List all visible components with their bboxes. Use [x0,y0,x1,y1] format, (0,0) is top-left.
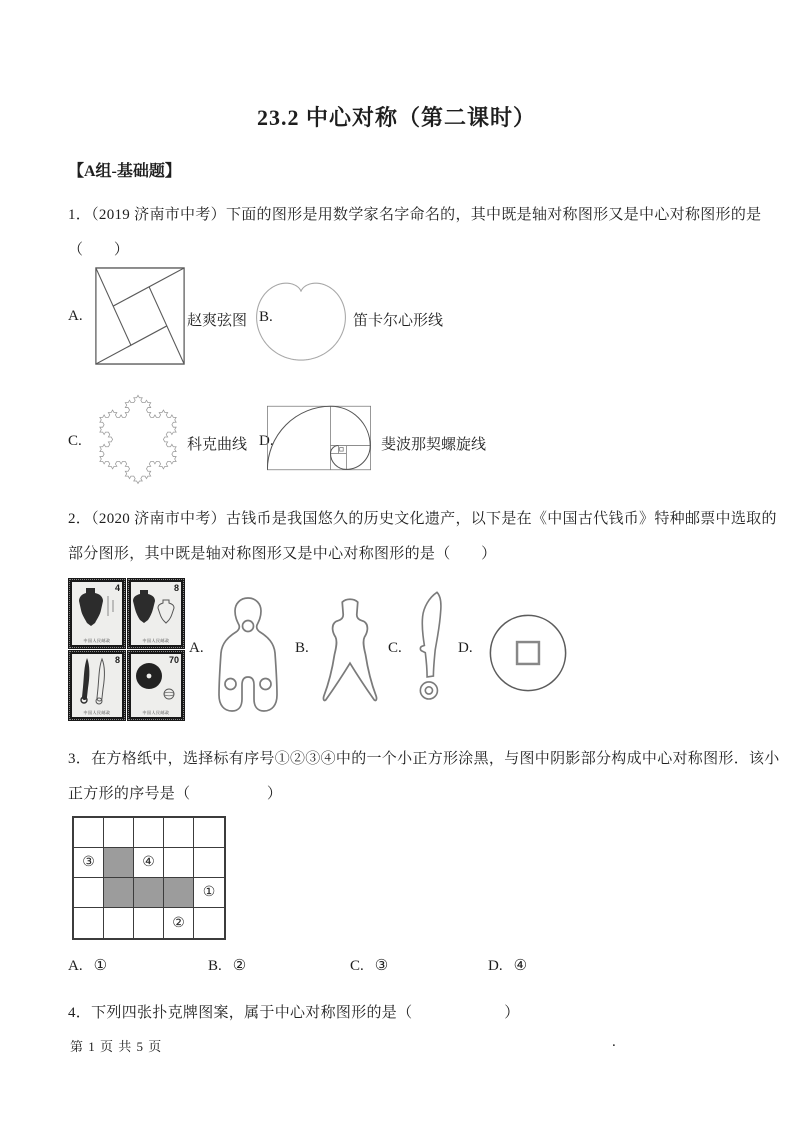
q2-text-line2: 部分图形，其中既是轴对称图形又是中心对称图形的是（ ） [68,546,497,562]
grid-cell: ③ [74,848,104,878]
grid-cell [134,878,164,908]
q1-option-c-label: C. [68,433,82,449]
page-title: 23.2 中心对称（第二课时） [256,105,536,130]
stamp-caption: 中国人民邮政 [83,710,111,715]
spade-coin-with-holes-figure [216,595,280,715]
stamp-value: 8 [173,583,179,593]
q2-stamps-sheet [68,578,185,721]
q2-option-b-label: B. [295,640,309,656]
stray-period: . [612,1034,617,1050]
page-footer: 第 1 页 共 5 页 [70,1039,163,1054]
grid-cell: ① [194,878,224,908]
q4-text-line1: 4．下列四张扑克牌图案，属于中心对称图形的是（ ） [68,1005,520,1021]
spade-coin-pointed-feet-figure [320,594,380,711]
q1-option-a-label: A. [68,308,83,324]
grid-cell [134,818,164,848]
stamp-knife-coins-8 [68,650,126,721]
q1-option-a-caption: 赵爽弦图 [187,313,248,329]
grid-cell [164,878,194,908]
stamp-value: 4 [114,583,120,593]
q1-option-b-label: B. [259,309,273,325]
stamp-spade-coin-8 [127,578,185,649]
grid-cell [74,818,104,848]
stamp-value: 8 [114,655,120,665]
grid-cell [194,908,224,938]
q3-option-b-label: B. [208,958,222,974]
grid-cell [194,818,224,848]
grid-cell [104,878,134,908]
q3-symmetry-grid [72,816,226,940]
q1-option-c-caption: 科克曲线 [187,437,248,453]
q3-option-b-value: ② [232,958,247,974]
q3-text-line2: 正方形的序号是（ ） [68,786,283,802]
q2-text-line1: 2．（2020 济南市中考）古钱币是我国悠久的历史文化遗产，以下是在《中国古代钱币》特种邮票中选取的 [68,511,777,527]
q3-text-line1: 3．在方格纸中，选择标有序号①②③④中的一个小正方形涂黑，与图中阴影部分构成中心对称图形．该小 [68,751,780,767]
stamp-value: 70 [168,655,179,665]
q3-option-d [488,956,527,975]
round-coin-square-hole-figure [488,613,568,693]
q3-option-a [68,956,107,975]
q3-option-c [350,956,388,975]
grid-cell [104,818,134,848]
fibonacci-spiral-figure [267,405,371,471]
grid-cell [104,848,134,878]
knife-coin-figure [410,583,446,716]
stamp-round-coin-70 [127,650,185,721]
q3-option-d-value: ④ [513,958,528,974]
q2-option-c-label: C. [388,640,402,656]
grid-cell: ④ [134,848,164,878]
stamp-caption: 中国人民邮政 [83,638,111,643]
grid-cell [164,848,194,878]
section-header: 【A组-基础题】 [68,163,181,180]
stamp-caption: 中国人民邮政 [142,638,170,643]
grid-cell [164,818,194,848]
cardioid-figure [256,280,346,364]
q3-option-c-value: ③ [374,958,389,974]
stamp-caption: 中国人民邮政 [142,710,170,715]
q1-text-line1: 1．（2019 济南市中考）下面的图形是用数学家名字命名的，其中既是轴对称图形又是中心对称图形的是 [68,207,762,223]
grid-cell: ② [164,908,194,938]
q2-option-a-label: A. [189,640,204,656]
grid-cell [104,908,134,938]
q3-option-b [208,956,246,975]
q3-option-a-label: A. [68,958,83,974]
q2-option-d-label: D. [458,640,473,656]
grid-cell [134,908,164,938]
q3-option-d-label: D. [488,958,503,974]
q3-option-a-value: ① [93,958,108,974]
grid-cell [74,908,104,938]
spiral-curve [267,406,370,470]
zhao-shuang-diagram-figure [95,267,185,365]
q1-option-b-caption: 笛卡尔心形线 [353,313,444,329]
q1-answer-blank: （ ） [68,242,130,258]
stamp-spade-coin-4 [68,578,126,649]
grid-cell [194,848,224,878]
grid-cell [74,878,104,908]
q3-option-c-label: C. [350,958,364,974]
q1-option-d-label: D. [259,433,274,449]
koch-snowflake-figure [92,391,184,487]
q1-option-d-caption: 斐波那契螺旋线 [381,437,487,453]
